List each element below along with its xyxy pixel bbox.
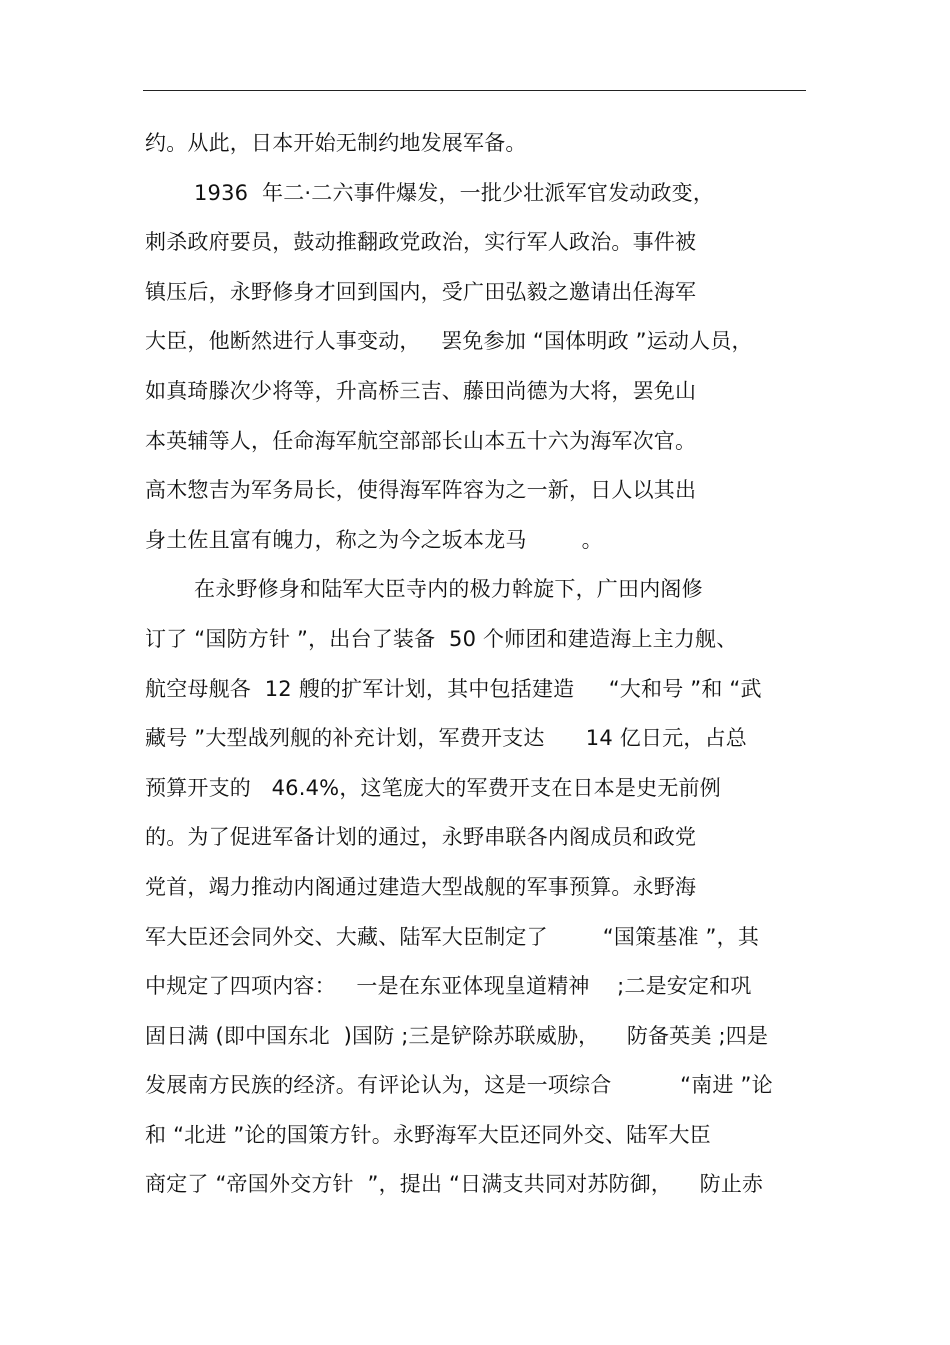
text-line: 在永野修身和陆军大臣寺内的极力斡旋下，广田内阁修 — [194, 577, 703, 602]
text-line: 航空母舰各 12 艘的扩军计划，其中包括建造 “大和号 ”和 “武 — [145, 676, 762, 701]
text-line: 党首，竭力推动内阁通过建造大型战舰的军事预算。永野海 — [145, 874, 697, 899]
text-line: 刺杀政府要员，鼓动推翻政党政治，实行军人政治。事件被 — [145, 230, 697, 255]
text-line: 固日满 (即中国东北 )国防 ;三是铲除苏联威胁， 防备英美 ;四是 — [145, 1023, 769, 1048]
text-line: 发展南方民族的经济。有评论认为，这是一项综合 “南进 ”论 — [145, 1073, 773, 1098]
text-line: 订了 “国防方针 ”，出台了装备 50 个师团和建造海上主力舰、 — [145, 626, 738, 651]
text-line: 军大臣还会同外交、大藏、陆军大臣制定了 “国策基准 ”，其 — [145, 924, 760, 949]
text-line: 中规定了四项内容： 一是在东亚体现皇道精神 ;二是安定和巩 — [145, 974, 752, 999]
text-line: 藏号 ”大型战列舰的补充计划，军费开支达 14 亿日元，占总 — [145, 726, 748, 751]
text-line: 和 “北进 ”论的国策方针。永野海军大臣还同外交、陆军大臣 — [145, 1122, 711, 1147]
text-line: 高木惣吉为军务局长，使得海军阵容为之一新，日人以其出 — [145, 478, 697, 503]
text-line: 商定了 “帝国外交方针 ”，提出 “日满支共同对苏防御， 防止赤 — [145, 1172, 764, 1197]
text-line: 本英辅等人，任命海军航空部部长山本五十六为海军次官。 — [145, 428, 697, 453]
text-line: 身土佐且富有魄力，称之为今之坂本龙马 。 — [145, 527, 603, 552]
text-line: 预算开支的 46.4%，这笔庞大的军费开支在日本是史无前例 — [145, 775, 721, 800]
text-line: 约。从此，日本开始无制约地发展军备。 — [145, 131, 527, 155]
text-line: 的。为了促进军备计划的通过，永野串联各内阁成员和政党 — [145, 825, 697, 850]
body-text — [145, 119, 810, 1210]
header-rule — [143, 90, 806, 91]
text-line: 大臣，他断然进行人事变动， 罢免参加 “国体明政 ”运动人员， — [145, 329, 753, 354]
text-line: 1936 年二·二六事件爆发，一批少壮派军官发动政变， — [194, 180, 715, 205]
text-line: 如真琦滕次少将等，升高桥三吉、藤田尚德为大将，罢免山 — [145, 378, 697, 403]
text-line: 镇压后，永野修身才回到国内，受广田弘毅之邀请出任海军 — [145, 279, 697, 304]
